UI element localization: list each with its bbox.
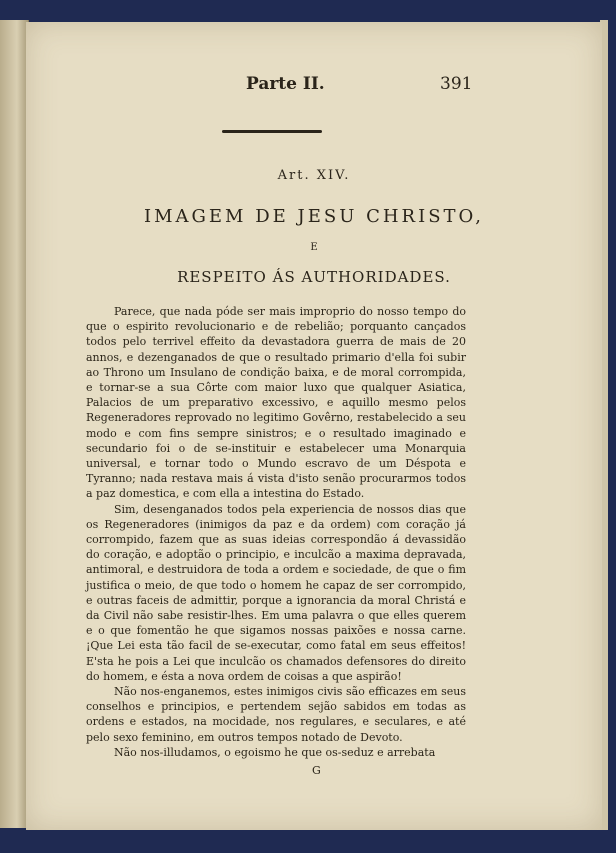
article-title-line1: IMAGEM DE JESU CHRISTO, bbox=[144, 206, 484, 227]
paragraph-2: Sim, desenganados todos pela experiencia de nossos dias que os Regeneradores (inimigos da paz e da ordem) com coração já corrompido, fazem que as suas ideias correspondão á devassidão do coração, e adoptão o principio, e inculcão a maxima depravada, antimoral, e destruidora de toda a ordem e sociedade, de que o fim justifica o meio, de que todo o homem he capaz de ser corrompido, e outras faceis de admittir, porque a ignorancia da moral Christá e da Civil não sabe resistir-lhes. Em uma palavra o que elles querem e o que fomentão he que sigamos nossas paixões e nossa carne. ¡Que Lei esta tão facil de se-executar, como fatal em seus effeitos! E'sta he pois a Lei que inculcão os chamados defensores do direito do homem, e ésta a nova ordem de coisas a que aspirão! bbox=[86, 502, 466, 683]
left-page-edge bbox=[0, 20, 29, 828]
paragraph-3: Não nos-enganemos, estes inimigos civis são efficazes em seus conselhos e principios, e pertendem sejão sabidos em todas as ordens e estados, na mocidade, nos regulares, e seculares, e até pelo sexo feminino, em outros tempos notado de Devoto. bbox=[86, 685, 466, 744]
paragraph-4: Não nos-illudamos, o egoismo he que os-seduz e arrebata bbox=[114, 745, 436, 759]
body-text bbox=[86, 304, 466, 760]
book-page bbox=[26, 22, 602, 830]
running-header: Parte II. bbox=[246, 74, 325, 94]
decorative-rule bbox=[222, 130, 322, 133]
article-label: Art. XIV. bbox=[277, 168, 351, 183]
paragraph-1: Parece, que nada póde ser mais improprio do nosso tempo do que o espirito revolucionario e de rebelião; porquanto cançados todos pelo terrivel effeito da devastadora guerra de mais de 20 annos, e dezenganados de que o resultado primario d'ella foi subir ao Throno um Insulano de condição baixa, e de moral corrompida, e tornar-se a sua Côrte com maior luxo que qualquer Asiatica, Palacios de um preparativo excessivo, e aquillo mesmo pelos Regeneradores reprovado no legitimo Govêrno, restabelecido a seu modo e com fins sempre sinistros; e o resultado imaginado e secundario foi o de se-instituir e estabelecer uma Monarquia universal, e tornar todo o Mundo escravo de um Déspota e Tyranno; nada restava mais á vista d'isto senão procurarmos todos a paz domestica, e com ella a intestina do Estado. bbox=[86, 305, 466, 501]
page-number: 391 bbox=[440, 74, 473, 94]
article-title-conjunction: E bbox=[310, 242, 318, 253]
signature-mark: G bbox=[312, 764, 321, 777]
article-title-line2: RESPEITO ÁS AUTHORIDADES. bbox=[177, 268, 451, 286]
